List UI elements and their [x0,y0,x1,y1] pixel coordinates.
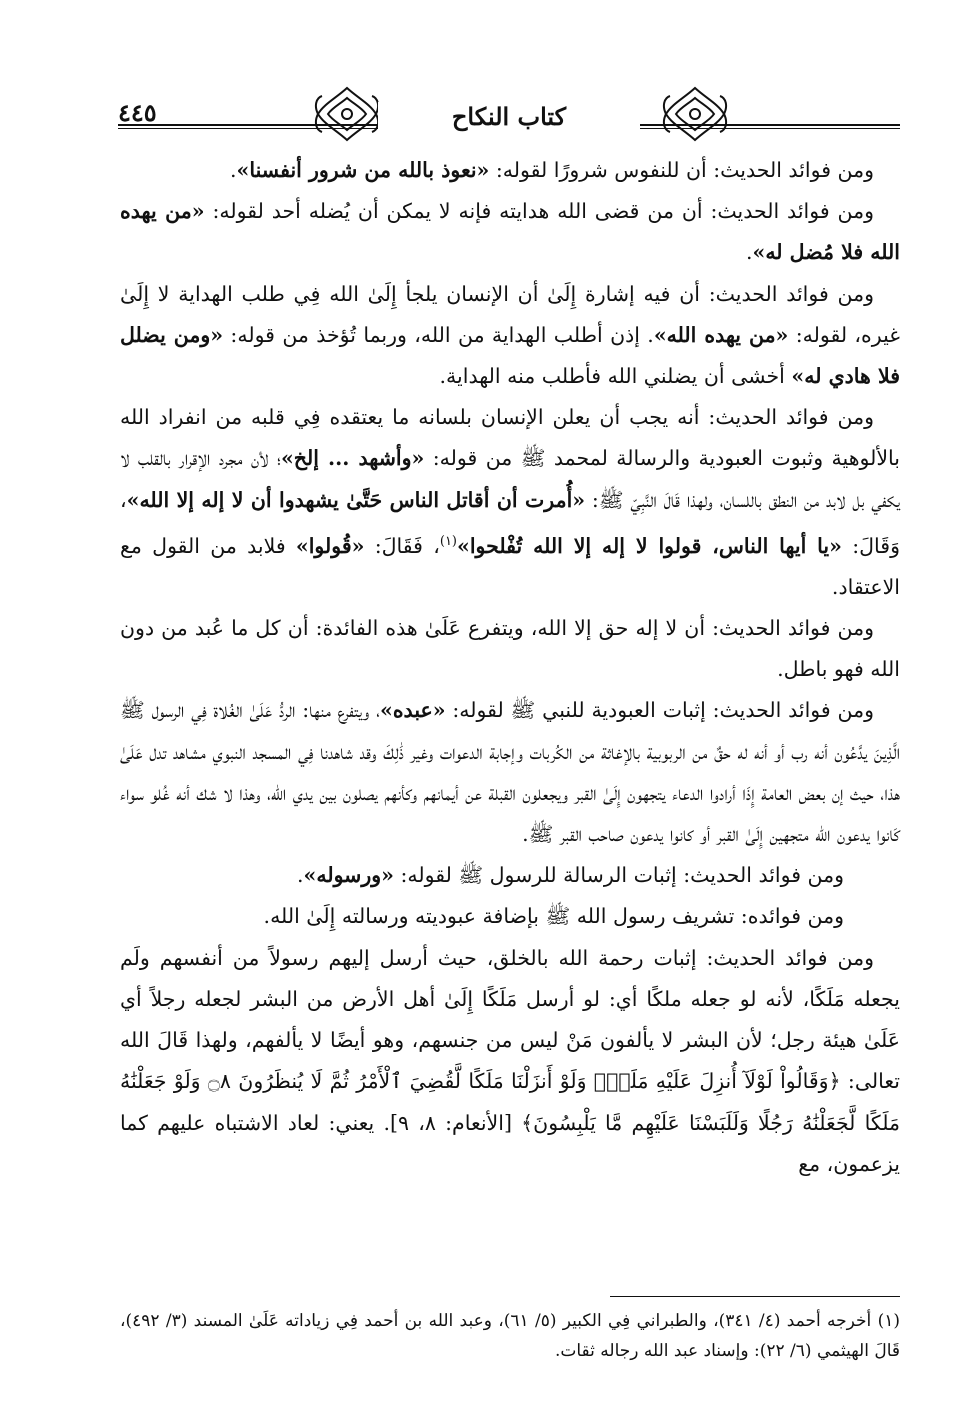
hadith-quote: «وأشهد ... إلخ» [280,446,425,471]
text-run: ، وَقَالَ: [120,487,900,558]
paragraph [120,150,900,191]
text-run: أخشى أن يضلني الله فأطلب منه الهداية. [439,364,792,389]
footnote: (١) أخرجه أحمد (٤/ ٣٤١)، والطبراني فِي الكبير (٥/ ٦١)، وعبد الله بن أحمد فِي زياداته عَلَىٰ المسند (٣/ ٤٩٢)، قَالَ الهيثمي (٦/ ٢٢): وإسناد عبد الله رجاله ثقات. [120,1311,900,1361]
paragraph [120,896,900,937]
text-run: ، ويتفرع منها: الردُّ عَلَىٰ الغُلاة فِي الرسول ﷺ الَّذِينَ يدَّعُون أنه رب أو أنه له حقٌ من الربوبية بالإغاثة من الكُربات وإجابة الدعوات وغير ذَٰلِكَ وقد شاهدنا فِي المسجد النبوي مشاهد تدل عَلَىٰ هذا، حيث إن بعض العامة إِذَا أرادوا الدعاء يتجهون إِلَىٰ القبر ويجعلون القبلة عن أيمانهم وكأنهم يصلون بين يدي الله، وهذا لا شك أنه غُلو سواء كَانوا يدعون الله متجهين إِلَىٰ القبر أو كانوا يدعون صاحب القبر ﷺ. [120,698,900,847]
text-run: فلابد من القول مع الاعتقاد. [120,533,900,599]
footnote-ref: (١) [439,533,457,549]
text-run: ، فَقَالَ: [364,533,440,558]
text-run: ومن فوائد الحديث: إثبات رحمة الله بالخلق، حيث أرسل إليهم رسولاً من أنفسهم ولَم يجعله مَلَكًا، لأنه لو جعله ملكًا أي: لو أرسل مَلَكًا إِلَىٰ أهل الأرض من البشر لجعله رجلاً أي عَلَىٰ هيئة رجل؛ لأن البشر لا يألفون مَنْ ليس من جنسهم، وهو أيضًا لا يألفهم، ولهذا قَالَ الله تعالى: [120,945,901,1094]
paragraph [120,191,900,273]
hadith-quote: «من يهده الله فلا مُضل له» [120,199,900,265]
book-title: كتاب النكاح [378,102,640,131]
text-run: . [230,158,237,182]
arabesque-ornament-icon [662,84,728,144]
hadith-quote: «عبده» [380,698,446,723]
text-run: ومن فوائد الحديث: أن من قضى الله هدايته فإنه لا يمكن أن يُضله أحد لقوله: [204,199,874,224]
paragraph [120,690,900,855]
hadith-quote: «قُولوا» [295,533,365,558]
hadith-quote: «نعوذ بالله من شرور أنفسنا» [236,158,490,182]
paragraph [120,855,900,896]
text-run: ومن فوائد الحديث: أن لا إله حق إلا الله، ويتفرع عَلَىٰ هذه الفائدة: أن كل ما عُبد من دون الله فهو باطل. [120,616,900,682]
hadith-quote: «من يهده الله» [653,322,789,347]
text-run: ومن فوائد الحديث: أن للنفوس شرورًا لقوله: [489,158,874,182]
paragraph [120,938,900,1185]
hadith-quote: «ومن يضلل فلا هادي له» [120,322,900,389]
text-run: ومن فوائد الحديث: أن فيه إشارة إِلَىٰ أن الإنسان يلجأ إِلَىٰ الله فِي طلب الهداية لا إِلَىٰ غيره، لقوله: [120,281,900,347]
text-run: ومن فوائد الحديث: إثبات العبودية للنبي ﷺ لقوله: [445,698,875,723]
text-run: . [745,240,753,265]
text-run: ومن فوائد الحديث: أنه يجب أن يعلن الإنسان بلسانه ما يعتقده فِي قلبه من انفراد الله بالألوهية وثبوت العبودية والرسالة لمحمد ﷺ من قوله: [120,405,900,471]
paragraph [120,608,900,690]
hadith-quote: «يا أيها الناس، قولوا لا إله إلا الله تُفْلحوا» [457,533,842,558]
hadith-quote: «ورسوله» [303,863,394,888]
paragraph [120,397,900,608]
text-run: [الأنعام: ٨، ٩]. يعني: لعاد الاشتباه عليهم كما يزعمون، مع [120,1110,900,1176]
quran-verse: ﴿وَقَالُواْ لَوْلَآ أُنزِلَ عَلَيْهِ مَلَكٌۖ وَلَوْ أَنزَلْنَا مَلَكًا لَّقُضِيَ ٱلْأَمْرُ ثُمَّ لَا يُنظَرُونَ ۝٨ وَلَوْ جَعَلْنَٰهُ مَلَكًا لَّجَعَلْنَٰهُ رَجُلًا وَلَلَبَسْنَا عَلَيْهِم مَّا يَلْبِسُونَ﴾ [120,1069,900,1135]
arabesque-ornament-icon [314,84,380,144]
text-run: ومن فوائد الحديث: إثبات الرسالة للرسول ﷺ لقوله: [393,863,844,888]
page-header [118,78,900,144]
paragraph [120,274,900,398]
text-run: ومن فوائده: تشريف رسول الله ﷺ بإضافة عبوديته ورسالته إِلَىٰ الله. [263,904,844,929]
text-run: ؛ لأن مجرد الإقرار بالقلب لا يكفي بل لابد من النطق باللسان، ولهذا قَالَ النَّبِيّ ﷺ: [120,446,900,512]
hadith-quote: «أُمرت أن أقاتل الناس حَتَّىٰ يشهدوا أن لا إله إلا الله» [126,487,586,512]
footnote-rule [610,1296,900,1297]
main-text [120,150,900,1185]
text-run: . إذن أطلب الهداية من الله، وربما تُؤخذ من قوله: [223,322,654,347]
page-number: ٤٤٥ [118,98,157,127]
footnotes [120,1306,900,1366]
text-run: . [297,863,304,888]
